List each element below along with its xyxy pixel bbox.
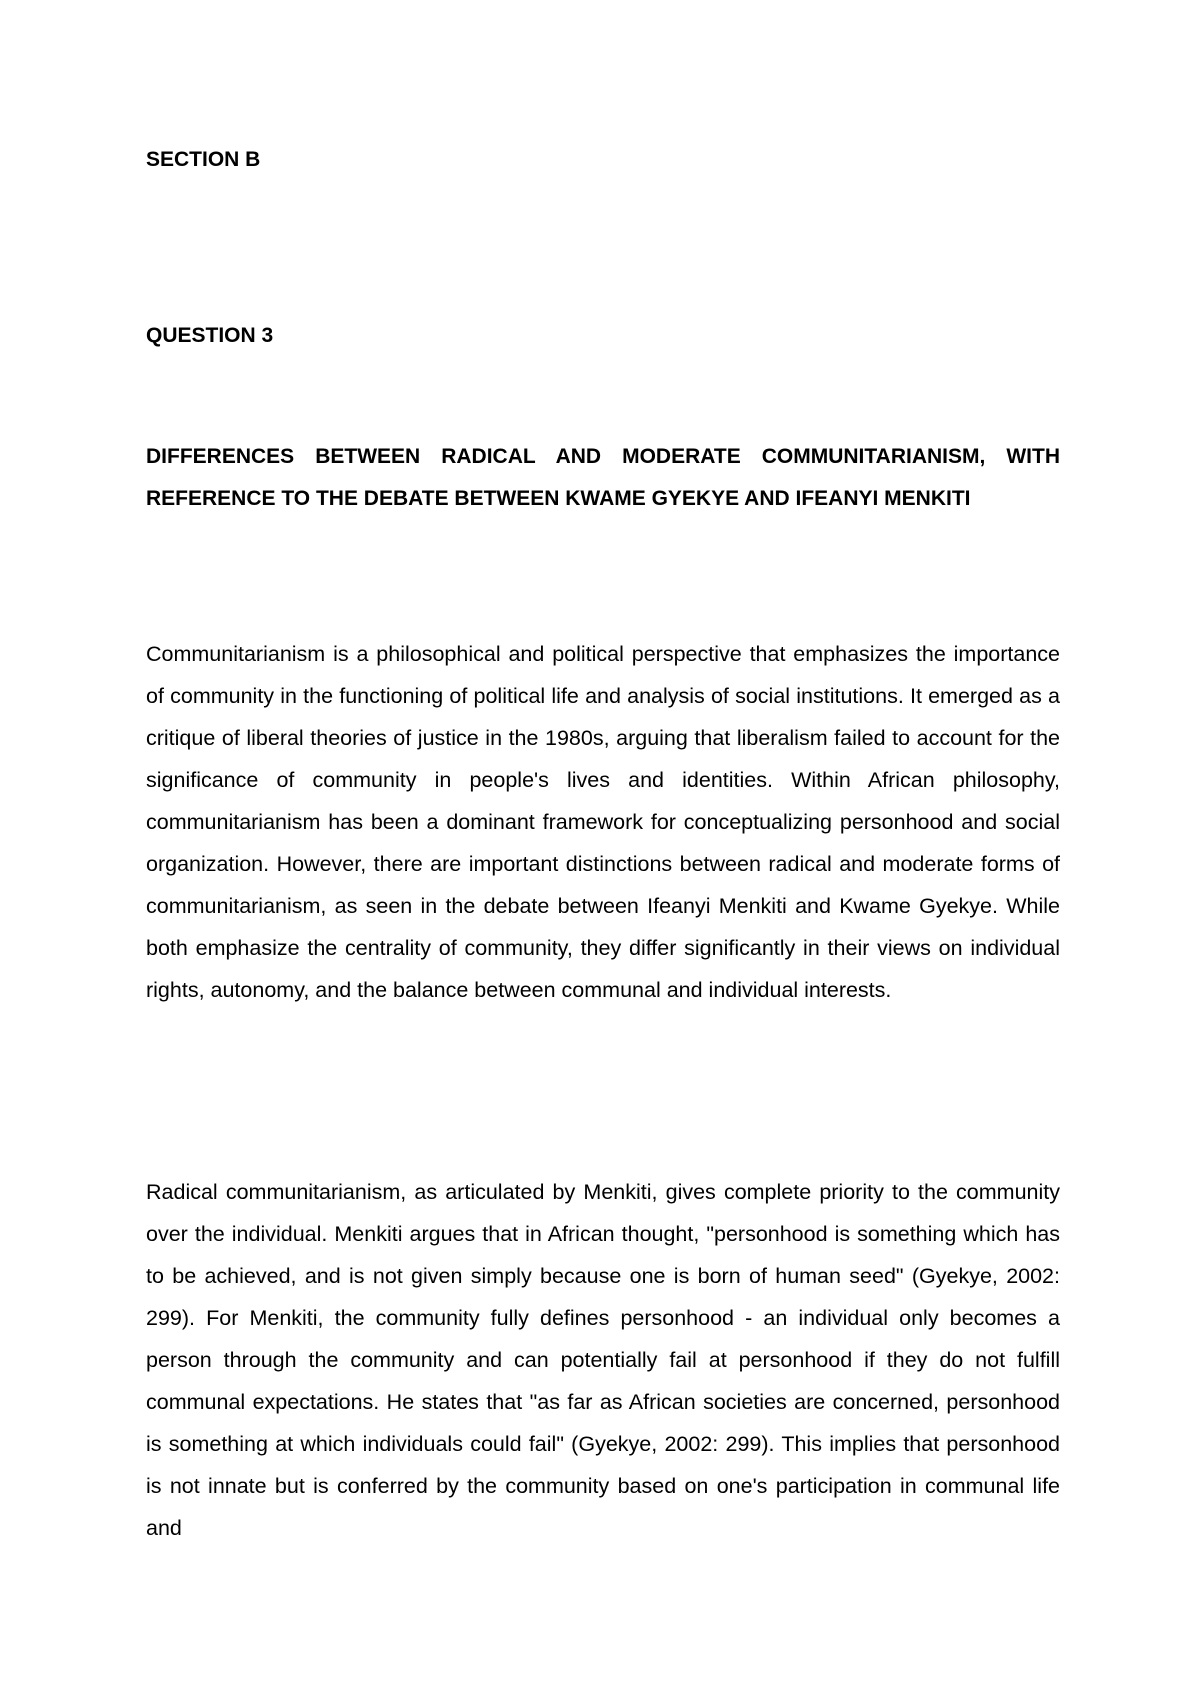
section-label: SECTION B [146, 148, 261, 171]
paragraph: Radical communitarianism, as articulated by Menkiti, gives complete priority to the community over the individual. Menkiti argues that in African thought, "personhood is something which has to be achieved, and is not given simply because one is born of human seed" (Gyekye, 2002: 299). For Menkiti, the community fully defines personhood - an individual only becomes a person through the community and can potentially fail at personhood if they do not fulfill communal expectations. He states that "as far as African societies are concerned, personhood is something at which individuals could fail" (Gyekye, 2002: 299). This implies that personhood is not innate but is conferred by the community based on one's participation in communal life and [146, 1180, 1060, 1540]
paragraph: Communitarianism is a philosophical and political perspective that emphasizes the importance of community in the functioning of political life and analysis of social institutions. It emerged as a critique of liberal theories of justice in the 1980s, arguing that liberalism failed to account for the significance of community in people's lives and identities. Within African philosophy, communitarianism has been a dominant framework for conceptualizing personhood and social organization. However, there are important distinctions between radical and moderate forms of communitarianism, as seen in the debate between Ifeanyi Menkiti and Kwame Gyekye. While both emphasize the centrality of community, they differ significantly in their views on individual rights, autonomy, and the balance between communal and individual interests. [146, 642, 1060, 1002]
essay-heading: DIFFERENCES BETWEEN RADICAL AND MODERATE COMMUNITARIANISM, WITH REFERENCE TO THE DEBATE BETWEEN KWAME GYEKYE AND IFEANYI MENKITI [146, 445, 1060, 510]
question-label: QUESTION 3 [146, 324, 274, 347]
